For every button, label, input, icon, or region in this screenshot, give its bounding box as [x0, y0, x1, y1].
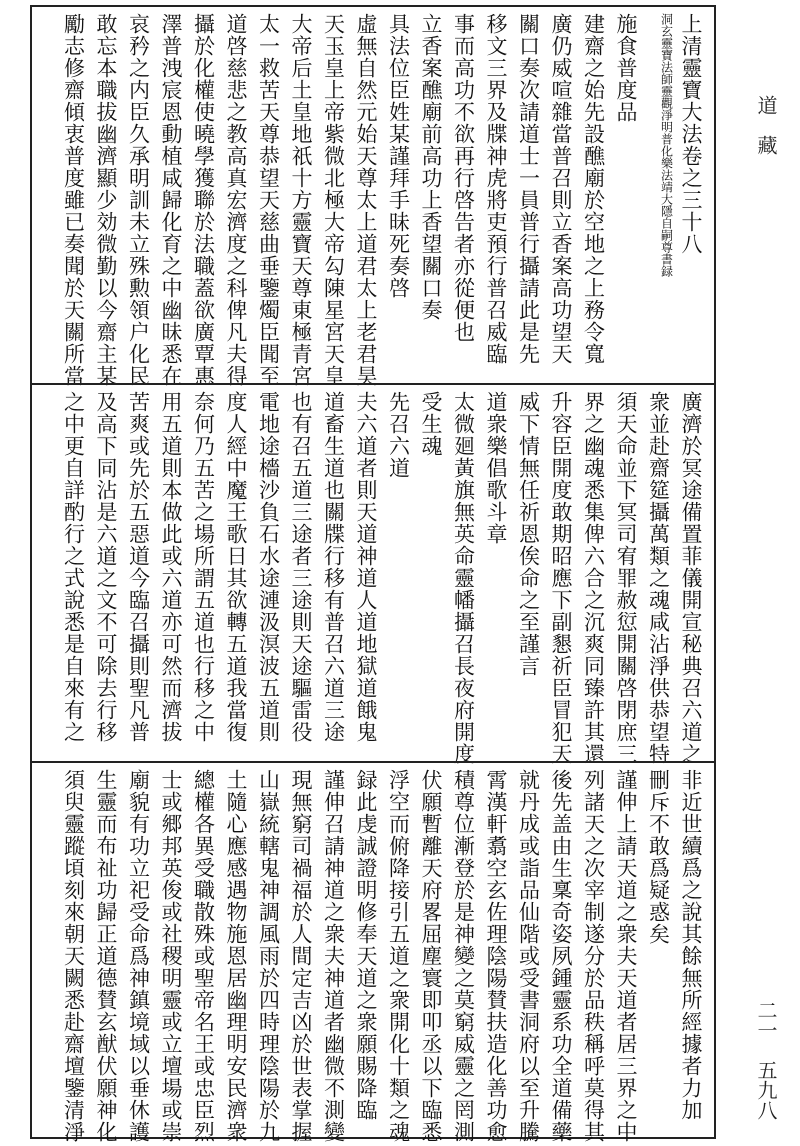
block-top: [32, 7, 714, 387]
text-column: 道畜生道也關牒行移有普召六道三途: [321, 391, 346, 743]
text-column: 威下情無任祈恩俟命之至謹言: [516, 391, 541, 677]
text-column: 及高下同沾是六道之文不可除去行移: [94, 391, 118, 743]
text-column: 總權各異受職散殊或聖帝名王或忠臣烈: [191, 769, 216, 1143]
text-column: 具法位臣姓某謹拜手昧死奏啓: [386, 13, 411, 299]
text-column: 後先盖由生稟奇姿夙鍾靈系功全道備藥: [549, 769, 573, 1143]
text-column: 升容臣開度敢期昭應下副懇祈臣冒犯天: [549, 391, 573, 765]
text-column: 哀矜之内臣久承明訓未立殊勲領户化民: [126, 13, 151, 387]
text-column: 受生魂: [419, 391, 443, 457]
text-column: 虛無自然元始天尊太上道君太上老君昊: [354, 13, 378, 387]
block-middle: [32, 385, 714, 765]
text-column: 録此虔誠證明修奉天道之衆願賜降臨: [354, 769, 378, 1121]
text-column: 道啓慈悲之教高真宏濟度之科俾凡夫得: [224, 13, 248, 387]
text-column: 就丹成或詣品仙階或受書洞府以至升騰: [516, 769, 541, 1143]
text-column: 建齋之始先設醮廟於空地之上務令寬: [581, 13, 606, 365]
text-column: 須臾靈蹤頃刻來朝天闕悉赴齋壇鑒清淨: [61, 769, 86, 1143]
text-column: 勵志修齋傾衷普度雖已奏聞於天關所當: [61, 13, 86, 387]
text-column: 夫六道者則天道神道人道地獄道餓鬼: [354, 391, 378, 743]
text-column: 須天命並下冥司宥罪赦愆開關啓閉庶三: [614, 391, 638, 765]
text-column: 衆並赴齋筵攝萬類之魂咸沾淨供恭望特: [646, 391, 671, 765]
text-column: 先召六道: [386, 391, 411, 479]
text-column: 敢忘本職拔幽濟顯少効微勤以今齋主某: [94, 13, 118, 387]
text-column: 洞玄靈寶法師靈觀淨明普化樂法靖大隱自嗣尊書録: [659, 13, 674, 277]
scripture-page: [30, 5, 716, 1143]
text-column: 界之幽魂悉集俾六合之沉爽同臻許其還: [581, 391, 606, 765]
text-column: 廣仍威喧雜當普召則立香案高功望天: [549, 13, 573, 365]
text-column: 施食普度品: [614, 13, 638, 123]
text-column: 攝於化權使曉學獲聯於法職蓋欲廣覃惠: [191, 13, 216, 387]
text-column: 謹伸召請神道之衆夫神道者幽微不測變: [321, 769, 346, 1143]
text-column: 山嶽統轄鬼神調風雨於四時理陰陽於九: [256, 769, 281, 1143]
text-column: 刪斥不敢爲疑惑矣: [646, 769, 671, 945]
text-column: 澤普洩宸恩動植咸歸化育之中幽昧悉在: [159, 13, 183, 387]
text-column: 土隨心應感遇物施恩居幽理明安民濟衆: [224, 769, 248, 1143]
text-column: 太微廻黃旗無英命靈幡攝召長夜府開度: [451, 391, 476, 765]
text-column: 謹伸上請天道之衆夫天道者居三界之中: [614, 769, 638, 1143]
text-column: 現無窮司禍福於人間定吉凶於世表掌握: [289, 769, 313, 1143]
text-column: 關口奏次請道士一員普行攝請此是先: [516, 13, 541, 365]
text-column: 移文三界及牒神虎將吏預行普召威臨: [484, 13, 508, 365]
text-column: 士或郷邦英俊或社稷明靈或立壇場或崇: [159, 769, 183, 1143]
text-column: 大帝后土皇地祇十方靈寶天尊東極青宮: [289, 13, 313, 387]
text-column: 道衆樂倡歌斗章: [484, 391, 508, 545]
text-column: 奈何乃五苦之場所謂五道也行移之中: [191, 391, 216, 743]
text-column: 生靈而布祉功歸正道德賛玄猷伏願神化: [94, 769, 118, 1143]
text-column: 廣濟於冥途備置菲儀開宣秘典召六道之: [679, 391, 703, 765]
text-column: 伏願暫離天府畧屈塵寰即叩丞以下臨悉: [419, 769, 443, 1143]
text-column: 上清靈寶大法卷之三十八: [679, 13, 703, 255]
text-column: 天玉皇上帝紫微北極大帝勾陳星宮天皇: [321, 13, 346, 387]
text-column: 用五道則本做此或六道亦可然而濟拔: [159, 391, 183, 743]
text-column: 列諸天之次宰制遂分於品秩稱呼莫得其: [581, 769, 606, 1143]
text-column: 度人經中魔王歌日其欲轉五道我當復: [224, 391, 248, 743]
text-column: 事而高功不欲再行啓告者亦從便也: [451, 13, 476, 343]
text-column: 廟貌有功立祀受命爲神鎮境域以垂休護: [126, 769, 151, 1143]
text-column: 積尊位漸登於是神變之莫窮威靈之罔測: [451, 769, 476, 1143]
text-column: 電地途檣沙負石水途漣汲溟波五道則: [256, 391, 281, 743]
text-column: 太一救苦天尊恭望天慈曲垂鑒燭臣聞至: [256, 13, 281, 387]
text-column: 霄漢軒翥空玄佐理陰陽賛扶造化善功愈: [484, 769, 508, 1143]
margin-label-top: 道 藏: [754, 95, 778, 155]
text-column: 非近世續爲之說其餘無所經據者力加: [679, 769, 703, 1121]
text-column: 也有召五道三途者三途則天途驅雷役: [289, 391, 313, 743]
block-bottom: [32, 763, 714, 1143]
text-column: 立香案醮廟前高功上香望關口奏: [419, 13, 443, 321]
text-column: 苦爽或先於五惡道今臨召攝則聖凡普: [126, 391, 151, 743]
margin-label-bottom: 二一 五九八: [754, 1000, 778, 1120]
text-column: 之中更自詳酌行之式說悉是自來有之: [61, 391, 86, 743]
text-column: 浮空而俯降接引五道之衆開化十類之魂: [386, 769, 411, 1143]
